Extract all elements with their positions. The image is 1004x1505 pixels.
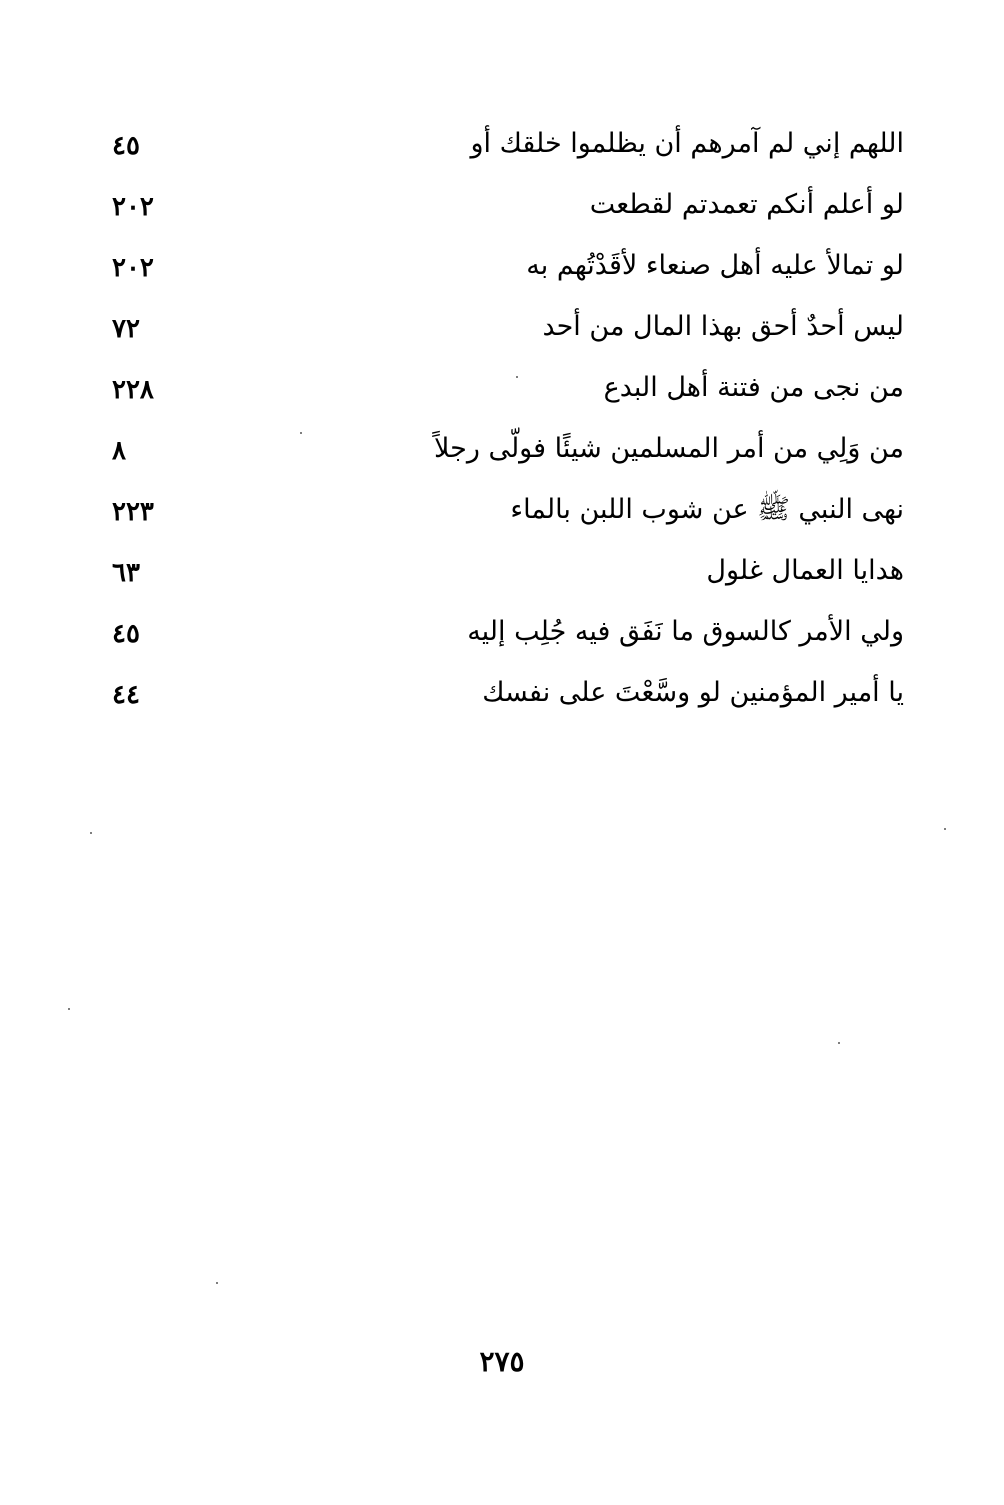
entry-page-number: ٢٢٣ — [112, 497, 154, 527]
entry-page-number: ٨ — [112, 436, 126, 466]
scan-speck — [944, 828, 946, 830]
entry-text: ليس أحدٌ أحق بهذا المال من أحد — [542, 311, 904, 342]
entry-page-number: ٤٥ — [112, 131, 140, 161]
entry-text: هدايا العمال غلول — [706, 555, 904, 586]
entry-page-number: ٧٢ — [112, 314, 140, 344]
entry-page-number: ٦٣ — [112, 558, 140, 588]
index-entry — [100, 118, 904, 179]
scan-speck — [216, 1282, 218, 1284]
scan-speck — [516, 376, 518, 378]
index-entry — [100, 240, 904, 301]
entry-page-number: ٢٠٢ — [112, 192, 154, 222]
index-entry — [100, 667, 904, 728]
scan-speck — [90, 832, 92, 834]
scan-speck — [300, 432, 302, 434]
entry-page-number: ٢٠٢ — [112, 253, 154, 283]
entry-text: من نجى من فتنة أهل البدع — [603, 372, 904, 403]
index-entry — [100, 545, 904, 606]
index-entry — [100, 301, 904, 362]
entry-text: لو أعلم أنكم تعمدتم لقطعت — [589, 189, 904, 220]
page-number: ٢٧٥ — [479, 1345, 525, 1378]
entry-page-number: ٤٥ — [112, 619, 140, 649]
index-entry — [100, 606, 904, 667]
index-entry — [100, 179, 904, 240]
index-entry — [100, 484, 904, 545]
scan-speck — [68, 1008, 70, 1010]
scan-speck — [838, 1042, 840, 1044]
entry-text: اللهم إني لم آمرهم أن يظلموا خلقك أو — [470, 128, 904, 159]
index-entry — [100, 423, 904, 484]
entry-text: من وَلِي من أمر المسلمين شيئًا فولّى رجلاً — [434, 433, 904, 464]
entry-text: يا أمير المؤمنين لو وسَّعْتَ على نفسك — [482, 677, 904, 708]
entry-text: ولي الأمر كالسوق ما نَفَق فيه جُلِب إليه — [467, 616, 904, 647]
hadith-index-list — [100, 118, 904, 728]
entry-text: لو تمالأ عليه أهل صنعاء لأقَدْتُهم به — [526, 250, 904, 281]
index-entry — [100, 362, 904, 423]
entry-page-number: ٤٤ — [112, 680, 140, 710]
entry-page-number: ٢٢٨ — [112, 375, 154, 405]
entry-text: نهى النبي ﷺ عن شوب اللبن بالماء — [510, 494, 904, 525]
